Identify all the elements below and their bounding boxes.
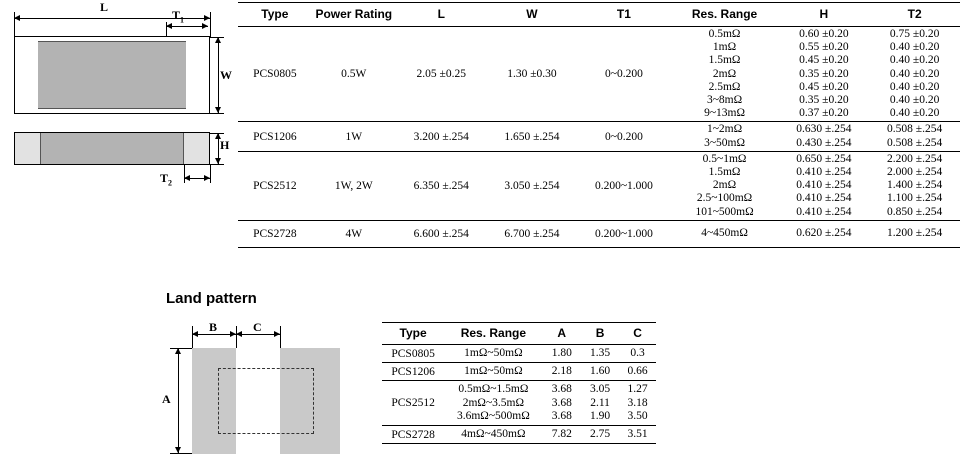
land-cell-res-range (444, 426, 542, 444)
h-arrow-down (215, 158, 221, 164)
label-c: C (253, 320, 262, 334)
cell-t1: 0~0.200 (577, 122, 670, 151)
cell-t2 (869, 122, 960, 151)
cell-type: PCS2728 (238, 220, 312, 247)
cell-power-rating: 1W, 2W (312, 151, 396, 220)
land-cell-b-item: 3.05 (590, 383, 611, 396)
land-pattern-drawing (160, 320, 360, 460)
col-h: H (779, 3, 870, 27)
cell-res-range-item: 2.5mΩ (708, 80, 741, 93)
cell-t2-list (871, 153, 958, 219)
land-cell-a-item: 7.82 (551, 428, 572, 441)
label-b: B (209, 320, 218, 334)
land-cell-a-item: 3.68 (551, 383, 572, 396)
l-arrow-right (204, 15, 210, 21)
land-cell-a (543, 345, 581, 363)
land-cell-res-range-list (446, 383, 540, 423)
col-res-range: Res. Range (671, 3, 779, 27)
col-w: W (487, 3, 578, 27)
specification-table-head (238, 3, 960, 27)
cell-t2-item: 0.40 ±0.20 (889, 67, 940, 80)
land-cell-res-range-item: 4mΩ~450mΩ (461, 428, 526, 441)
cell-h-item: 0.630 ±.254 (796, 123, 852, 136)
label-length: L (100, 0, 109, 14)
cell-h-item: 0.55 ±0.20 (799, 41, 849, 54)
land-cell-c-item: 3.18 (627, 396, 648, 409)
cell-t2-item: 0.40 ±0.20 (889, 41, 940, 54)
land-cell-a-list (545, 347, 579, 360)
l-arrow-left (14, 15, 20, 21)
land-cell-b-item: 1.60 (590, 365, 611, 378)
w-ext-bottom (210, 113, 224, 114)
label-a: A (162, 392, 171, 406)
land-cell-b-list (583, 383, 617, 423)
l-ext-right (210, 12, 211, 38)
land-cell-b-list (583, 428, 617, 441)
t2-arrow-left (184, 175, 190, 181)
cell-res-range-item: 1mΩ (712, 41, 737, 54)
table-row (238, 220, 960, 247)
terminal-left-side (15, 133, 41, 164)
cell-power-rating: 0.5W (312, 27, 396, 122)
cell-w: 6.700 ±.254 (487, 220, 578, 247)
cell-t2-list (871, 123, 958, 149)
land-cell-res-range (444, 381, 542, 426)
a-arrow-down (175, 447, 181, 453)
cell-h-item: 0.410 ±.254 (796, 205, 852, 218)
land-cell-c-item: 1.27 (627, 383, 648, 396)
terminal-right-top (186, 38, 208, 112)
b-arrow-left (192, 331, 198, 337)
cell-h-item: 0.45 ±0.20 (799, 80, 849, 93)
cell-w: 1.650 ±.254 (487, 122, 578, 151)
cell-type: PCS1206 (238, 122, 312, 151)
land-col-b: B (581, 323, 619, 345)
land-cell-a-item: 3.68 (551, 409, 572, 422)
cell-h (779, 151, 870, 220)
land-pattern-table-head (382, 323, 656, 345)
land-pattern-table-body (382, 345, 656, 444)
land-cell-res-range-item: 0.5mΩ~1.5mΩ (458, 383, 529, 396)
land-cell-a-list (545, 365, 579, 378)
cell-res-range-list (673, 123, 777, 149)
cell-res-range (671, 151, 779, 220)
cell-h-item: 0.35 ±0.20 (799, 94, 849, 107)
land-cell-c (619, 363, 656, 381)
land-table-row (382, 345, 656, 363)
cell-res-range-item: 3~50mΩ (704, 136, 746, 149)
land-cell-b-item: 1.35 (590, 347, 611, 359)
label-height: H (220, 138, 230, 152)
t2-arrow-right (204, 175, 210, 181)
table-header-row (238, 3, 960, 27)
land-cell-c-item: 0.3 (630, 347, 645, 359)
col-t2: T2 (869, 3, 960, 27)
cell-res-range (671, 220, 779, 247)
cell-h-list (781, 123, 868, 149)
land-cell-type: PCS2728 (382, 426, 444, 444)
cell-h-item: 0.410 ±.254 (796, 192, 852, 205)
land-col-a: A (543, 323, 581, 345)
cell-t1: 0.200~1.000 (577, 220, 670, 247)
land-cell-a-list (545, 383, 579, 423)
cell-t2-item: 0.40 ±0.20 (889, 80, 940, 93)
w-arrow-up (215, 37, 221, 43)
land-cell-b-item: 1.90 (590, 409, 611, 422)
cell-t2 (869, 220, 960, 247)
cell-h-item: 0.430 ±.254 (796, 136, 852, 149)
land-cell-res-range-list (446, 347, 540, 360)
cell-h-list (781, 227, 868, 240)
cell-h-item: 0.650 ±.254 (796, 152, 852, 165)
cell-res-range-item: 0.5~1mΩ (702, 152, 747, 165)
cell-res-range (671, 122, 779, 151)
cell-w: 1.30 ±0.30 (487, 27, 578, 122)
cell-t2 (869, 151, 960, 220)
land-cell-c-item: 3.50 (627, 409, 648, 422)
land-cell-b (581, 381, 619, 426)
land-cell-c-list (621, 347, 654, 360)
land-cell-c (619, 426, 656, 444)
land-cell-res-range-list (446, 365, 540, 378)
table-row (238, 122, 960, 151)
cell-l: 6.600 ±.254 (396, 220, 487, 247)
land-cell-b-list (583, 347, 617, 360)
land-cell-c-list (621, 428, 654, 441)
component-drawing (0, 0, 232, 200)
cell-res-range-list (673, 153, 777, 219)
col-type: Type (238, 3, 312, 27)
land-cell-c-list (621, 383, 654, 423)
cell-t2-item: 2.000 ±.254 (887, 166, 943, 179)
table-row (238, 27, 960, 122)
cell-res-range-list (673, 227, 777, 240)
col-power-rating: Power Rating (312, 3, 396, 27)
table-row (238, 151, 960, 220)
cell-t2-item: 1.200 ±.254 (887, 227, 943, 240)
land-cell-c (619, 381, 656, 426)
land-cell-type: PCS2512 (382, 381, 444, 426)
w-arrow-down (215, 107, 221, 113)
specification-table-body (238, 27, 960, 248)
land-cell-a (543, 363, 581, 381)
land-cell-type: PCS1206 (382, 363, 444, 381)
terminal-left-top (16, 38, 38, 112)
cell-t2 (869, 27, 960, 122)
cell-h (779, 122, 870, 151)
c-arrow-right (274, 331, 280, 337)
terminal-right-side (183, 133, 209, 164)
cell-h-item: 0.620 ±.254 (796, 227, 852, 240)
land-col-c: C (619, 323, 656, 345)
cell-t1: 0.200~1.000 (577, 151, 670, 220)
land-cell-a (543, 426, 581, 444)
land-cell-res-range-item: 2mΩ~3.5mΩ (462, 396, 525, 409)
cell-type: PCS0805 (238, 27, 312, 122)
cell-res-range (671, 27, 779, 122)
cell-t2-item: 0.850 ±.254 (887, 205, 943, 218)
component-side-view (14, 132, 210, 165)
land-cell-b (581, 345, 619, 363)
cell-t2-list (871, 28, 958, 120)
land-table-row (382, 363, 656, 381)
cell-h-item: 0.37 ±0.20 (799, 107, 849, 120)
land-cell-c-item: 0.66 (627, 365, 648, 378)
label-t2-sub: 2 (168, 178, 173, 188)
cell-res-range-item: 0.5mΩ (708, 28, 741, 40)
land-cell-res-range-item: 3.6mΩ~500mΩ (456, 409, 530, 422)
cell-t2-list (871, 227, 958, 240)
land-cell-a-item: 3.68 (551, 396, 572, 409)
label-t1-sub: 1 (180, 15, 185, 25)
land-cell-c-list (621, 365, 654, 378)
cell-t2-item: 0.40 ±0.20 (889, 107, 940, 120)
cell-t2-item: 0.75 ±0.20 (889, 28, 940, 40)
cell-res-range-item: 101~500mΩ (695, 205, 754, 218)
cell-res-range-item: 9~13mΩ (704, 107, 746, 120)
land-cell-b-item: 2.11 (590, 396, 610, 409)
component-body-top (37, 41, 187, 109)
cell-t2-item: 1.400 ±.254 (887, 179, 943, 192)
a-arrow-up (175, 348, 181, 354)
col-l: L (396, 3, 487, 27)
cell-h-item: 0.60 ±0.20 (799, 28, 849, 40)
land-cell-a (543, 381, 581, 426)
cell-type: PCS2512 (238, 151, 312, 220)
cell-t2-item: 2.200 ±.254 (887, 152, 943, 165)
cell-h (779, 27, 870, 122)
cell-res-range-item: 4~450mΩ (701, 227, 748, 240)
a-ext-bottom (170, 453, 194, 454)
cell-res-range-item: 3~8mΩ (706, 94, 743, 107)
label-width: W (220, 68, 232, 82)
cell-l: 3.200 ±.254 (396, 122, 487, 151)
h-ext-bottom (210, 164, 224, 165)
cell-t1: 0~0.200 (577, 27, 670, 122)
label-t2: $T_2$ (160, 171, 173, 188)
w-dim-line (218, 37, 219, 113)
land-cell-c-item: 3.51 (627, 428, 648, 441)
land-col-res-range: Res. Range (444, 323, 542, 345)
land-cell-a-item: 1.80 (551, 347, 572, 359)
label-t1: $T_1$ (172, 8, 185, 25)
cell-w: 3.050 ±.254 (487, 151, 578, 220)
cell-t2-item: 0.508 ±.254 (887, 136, 943, 149)
land-cell-type: PCS0805 (382, 345, 444, 363)
land-cell-res-range (444, 363, 542, 381)
cell-h-item: 0.410 ±.254 (796, 179, 852, 192)
cell-h-list (781, 28, 868, 120)
component-top-view (14, 36, 210, 114)
land-table-row (382, 381, 656, 426)
cell-power-rating: 1W (312, 122, 396, 151)
col-t1: T1 (577, 3, 670, 27)
cell-l: 6.350 ±.254 (396, 151, 487, 220)
cell-t2-item: 0.40 ±0.20 (889, 94, 940, 107)
a-ext-top (170, 348, 194, 349)
land-cell-a-list (545, 428, 579, 441)
t2-ext-right (210, 165, 211, 183)
cell-t2-item: 0.508 ±.254 (887, 123, 943, 136)
land-col-type: Type (382, 323, 444, 345)
t1-arrow-right (202, 23, 208, 29)
cell-power-rating: 4W (312, 220, 396, 247)
land-cell-c (619, 345, 656, 363)
cell-t2-item: 1.100 ±.254 (887, 192, 943, 205)
specification-table (238, 2, 960, 248)
component-outline-dashed (218, 368, 314, 434)
cell-res-range-item: 2.5~100mΩ (696, 192, 753, 205)
cell-res-range-item: 1.5mΩ (708, 166, 741, 179)
c-arrow-left (236, 331, 242, 337)
land-table-row (382, 426, 656, 444)
land-cell-a-item: 2.18 (551, 365, 572, 378)
cell-h-item: 0.410 ±.254 (796, 166, 852, 179)
land-pattern-title: Land pattern (166, 290, 257, 307)
land-table-header-row (382, 323, 656, 345)
cell-res-range-item: 1~2mΩ (706, 123, 743, 136)
cell-t2-item: 0.40 ±0.20 (889, 54, 940, 67)
cell-res-range-list (673, 28, 777, 120)
land-cell-res-range (444, 345, 542, 363)
cell-res-range-item: 1.5mΩ (708, 54, 741, 67)
land-cell-b (581, 363, 619, 381)
land-cell-res-range-list (446, 428, 540, 441)
land-cell-b-list (583, 365, 617, 378)
cell-h-item: 0.35 ±0.20 (799, 67, 849, 80)
land-cell-b-item: 2.75 (590, 428, 611, 441)
cell-l: 2.05 ±0.25 (396, 27, 487, 122)
cell-res-range-item: 2mΩ (712, 179, 737, 192)
land-pattern-table (382, 322, 656, 444)
land-cell-res-range-item: 1mΩ~50mΩ (464, 365, 523, 378)
a-dim-line (178, 348, 179, 453)
cell-h-item: 0.45 ±0.20 (799, 54, 849, 67)
cell-h (779, 220, 870, 247)
cell-res-range-item: 2mΩ (712, 67, 737, 80)
land-cell-res-range-item: 1mΩ~50mΩ (464, 347, 523, 359)
cell-h-list (781, 153, 868, 219)
land-cell-b (581, 426, 619, 444)
